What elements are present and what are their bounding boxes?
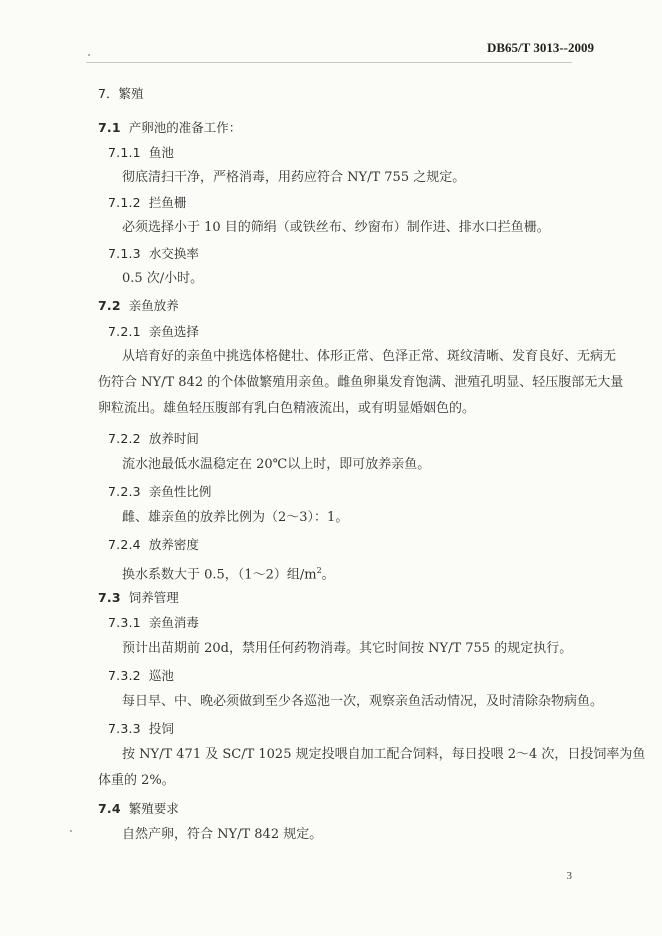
paragraph-7-1-2: 必须选择小于 10 目的筛绢（或铁丝布、纱窗布）制作进、排水口拦鱼栅。 — [122, 220, 550, 235]
unit-exponent: 2 — [316, 566, 322, 575]
section-number: 7.1.3 — [108, 246, 141, 261]
paragraph-7-3-1: 预计出苗期前 20d，禁用任何药物消毒。其它时间按 NY/T 755 的规定执行。 — [122, 641, 573, 656]
section-title: 鱼池 — [148, 145, 174, 160]
scan-speck — [88, 54, 90, 56]
section-number: 7.1 — [98, 120, 121, 135]
section-number: 7.1.2 — [108, 195, 141, 210]
section-7-2-4-heading — [108, 536, 199, 554]
section-7-3-3-heading — [108, 720, 174, 738]
density-text: 换水系数大于 0.5，（1～2）组/m — [122, 567, 317, 583]
section-7-3-heading — [98, 589, 179, 607]
standard-code: DB65/T 3013--2009 — [486, 40, 594, 55]
section-number: 7.2.4 — [108, 537, 141, 552]
section-title: 繁殖要求 — [128, 801, 179, 816]
paragraph-7-2-1-line-1: 从培育好的亲鱼中挑选体格健壮、体形正常、色泽正常、斑纹清晰、发育良好、无病无 — [122, 349, 617, 364]
section-title: 拦鱼栅 — [148, 195, 187, 210]
section-number: 7.2 — [98, 298, 121, 313]
section-7-heading — [98, 85, 143, 103]
paragraph-7-2-4 — [122, 562, 335, 584]
section-number: 7.2.2 — [108, 431, 141, 446]
section-title: 饲养管理 — [128, 590, 179, 605]
page-number: 3 — [566, 870, 572, 882]
section-number: 7.1.1 — [108, 145, 141, 160]
paragraph-7-1-3: 0.5 次/小时。 — [122, 271, 204, 286]
section-title: 亲鱼选择 — [148, 324, 199, 339]
scan-speck — [70, 830, 72, 832]
section-number: 7.3 — [98, 590, 121, 605]
section-7-2-3-heading — [108, 483, 211, 501]
section-7-1-3-heading — [108, 245, 199, 263]
section-7-2-1-heading — [108, 323, 199, 341]
paragraph-7-1-1: 彻底清扫干净，严格消毒，用药应符合 NY/T 755 之规定。 — [122, 170, 466, 185]
section-number: 7.3.2 — [108, 668, 141, 683]
section-7-2-2-heading — [108, 430, 199, 448]
section-7-1-2-heading — [108, 194, 186, 212]
paragraph-7-4: 自然产卵，符合 NY/T 842 规定。 — [122, 827, 323, 842]
section-title: 投饲 — [148, 721, 174, 736]
paragraph-7-3-3-line-2: 体重的 2%。 — [98, 773, 175, 788]
section-7-3-1-heading — [108, 614, 199, 632]
section-number: 7.2.3 — [108, 484, 141, 499]
section-number: 7.3.3 — [108, 721, 141, 736]
section-number: 7.4 — [98, 801, 121, 816]
section-title: 放养时间 — [148, 431, 199, 446]
section-title: 水交换率 — [148, 246, 199, 261]
section-title: 亲鱼性比例 — [148, 484, 212, 499]
section-7-2-heading — [98, 297, 179, 315]
section-7-3-2-heading — [108, 667, 174, 685]
header-rule — [86, 62, 572, 63]
section-title: 产卵池的准备工作： — [128, 120, 242, 135]
paragraph-7-3-2: 每日早、中、晚必须做到至少各巡池一次，观察亲鱼活动情况，及时清除杂物病鱼。 — [122, 694, 604, 709]
section-title: 亲鱼放养 — [128, 298, 179, 313]
density-end: 。 — [321, 567, 335, 583]
section-title: 繁殖 — [118, 86, 144, 101]
section-7-1-1-heading — [108, 144, 174, 162]
section-title: 放养密度 — [148, 537, 199, 552]
paragraph-7-2-2: 流水池最低水温稳定在 20℃以上时，即可放养亲鱼。 — [122, 457, 431, 472]
section-number: 7.2.1 — [108, 324, 141, 339]
paragraph-7-2-3: 雌、雄亲鱼的放养比例为（2～3）：1。 — [122, 510, 349, 525]
paragraph-7-2-1-line-2: 伤符合 NY/T 842 的个体做繁殖用亲鱼。雌鱼卵巢发育饱满、泄殖孔明显、轻压腹部无大量 — [98, 375, 624, 390]
section-number: 7.3.1 — [108, 615, 141, 630]
section-title: 巡池 — [148, 668, 174, 683]
section-title: 亲鱼消毒 — [148, 615, 199, 630]
paragraph-7-3-3-line-1: 按 NY/T 471 及 SC/T 1025 规定投喂自加工配合饲料，每日投喂 2～4 次，日投饲率为鱼 — [122, 747, 646, 762]
section-number: 7． — [98, 86, 119, 101]
section-7-4-heading — [98, 800, 179, 818]
section-7-1-heading — [98, 119, 241, 137]
paragraph-7-2-1-line-3: 卵粒流出。雄鱼轻压腹部有乳白色精液流出，或有明显婚姻色的。 — [98, 401, 476, 416]
